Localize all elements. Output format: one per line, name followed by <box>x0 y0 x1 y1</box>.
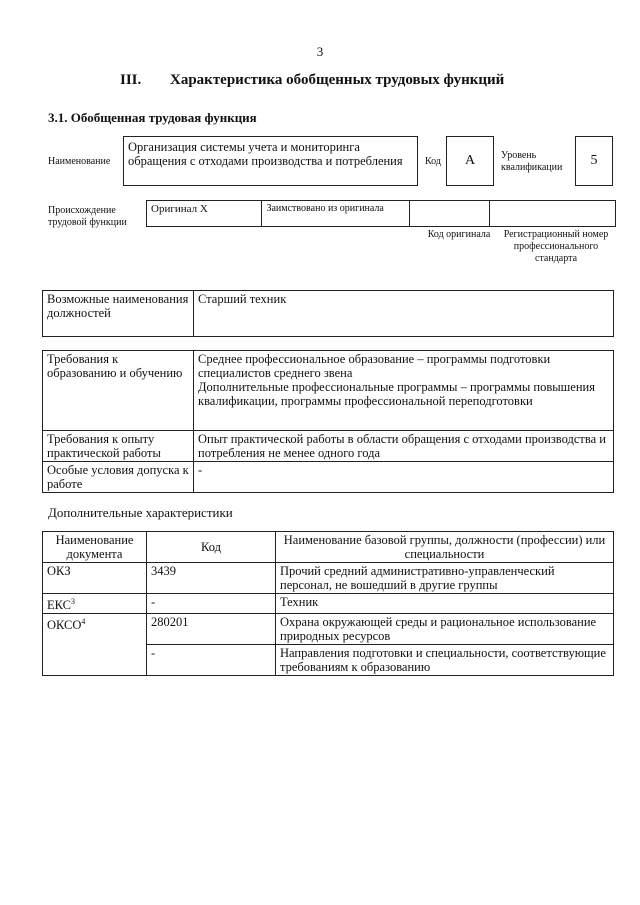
origin-reg-caption: Регистрационный номер профессионального стандарта <box>503 229 609 264</box>
req-experience-value: Опыт практической работы в области обращения с отходами производства и потребления не менее одного года <box>194 431 614 462</box>
origin-original: Оригинал <box>151 203 198 215</box>
table-row <box>43 594 614 614</box>
row-name: Направления подготовки и специальности, соответствующие требованиям к образованию <box>276 645 614 676</box>
section-number: III. <box>120 72 142 88</box>
origin-original-cell <box>147 201 262 227</box>
origin-code-caption: Код оригинала <box>427 229 491 240</box>
origin-code-cell <box>410 201 490 227</box>
row-doc <box>43 563 147 594</box>
header-group-name: Наименование базовой группы, должности (профессии) или специальности <box>276 532 614 563</box>
req-education-value: Среднее профессиональное образование – программы подготовки специалистов среднего звена Дополнительные профессиональные программы – программы повышения квалификации, программы профессиональной переподготовки <box>194 351 614 431</box>
requirements-table <box>42 350 614 493</box>
positions-value: Старший техник <box>194 291 614 337</box>
code-label: Код <box>425 156 441 167</box>
gtf-level-box: 5 <box>575 136 613 186</box>
origin-label: Происхождение трудовой функции <box>48 205 127 228</box>
level-label: Уровень квалификации <box>501 150 563 173</box>
origin-table <box>146 200 616 227</box>
positions-label: Возможные наименования должностей <box>43 291 194 337</box>
row-name: Техник <box>276 594 614 614</box>
row-code: - <box>147 645 276 676</box>
origin-reg-cell <box>489 201 615 227</box>
gtf-code-box: A <box>446 136 494 186</box>
origin-original-mark: X <box>199 203 208 215</box>
req-conditions-label: Особые условия допуска к работе <box>43 462 194 493</box>
req-education-label: Требования к образованию и обучению <box>43 351 194 431</box>
req-experience-label: Требования к опыту практической работы <box>43 431 194 462</box>
page-number: 3 <box>316 44 324 59</box>
req-conditions-value: - <box>194 462 614 493</box>
additional-table <box>42 531 614 676</box>
subsection-heading: 3.1. Обобщенная трудовая функция <box>48 110 257 125</box>
table-row <box>43 563 614 594</box>
row-doc-text: ОКЗ <box>47 564 71 578</box>
row-doc <box>43 614 147 676</box>
row-doc <box>43 594 147 614</box>
footnote-mark: 4 <box>81 617 86 627</box>
row-name: Прочий средний административно-управленческий персонал, не вошедший в другие группы <box>276 563 614 594</box>
row-code: - <box>147 594 276 614</box>
footnote-mark: 3 <box>71 597 75 606</box>
table-row <box>43 614 614 645</box>
row-code: 280201 <box>147 614 276 645</box>
header-document: Наименование документа <box>43 532 147 563</box>
row-doc-text: ЕКС <box>47 598 71 613</box>
header-code: Код <box>147 532 276 563</box>
row-name: Охрана окружающей среды и рациональное использование природных ресурсов <box>276 614 614 645</box>
origin-borrowed: Заимствовано из оригинала <box>262 201 410 227</box>
section-title: Характеристика обобщенных трудовых функций <box>170 72 505 88</box>
row-code: 3439 <box>147 563 276 594</box>
gtf-name-box: Организация системы учета и мониторинга обращения с отходами производства и потребления <box>123 136 418 186</box>
section-heading <box>120 72 504 89</box>
row-doc-text: ОКСО <box>47 618 82 633</box>
additional-title: Дополнительные характеристики <box>48 505 233 520</box>
positions-table <box>42 290 614 337</box>
name-label: Наименование <box>48 156 111 167</box>
